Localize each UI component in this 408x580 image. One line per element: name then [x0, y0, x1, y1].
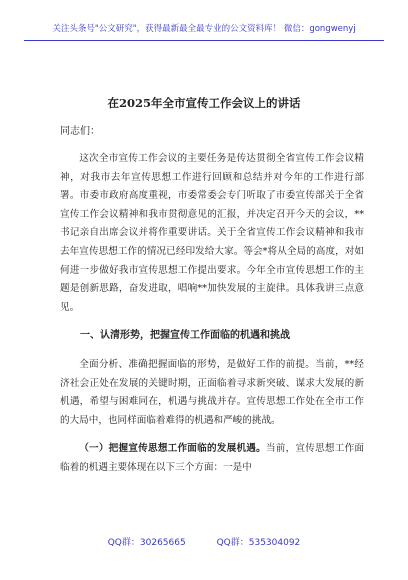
header-banner: 关注头条号"公文研究"，获得最新最全最专业的公文资料库！ 微信：gongwenyj [24, 22, 384, 41]
document-body [60, 150, 364, 478]
subsection-heading: （一）把握宣传思想工作面临的发展机遇。 [79, 443, 266, 455]
document-title: 在2025年全市宣传工作会议上的讲话 [107, 96, 301, 110]
subsection-paragraph [60, 440, 364, 477]
section-heading: 一、认清形势，把握宣传工作面临的机遇和挑战 [80, 330, 290, 342]
greeting: 同志们： [60, 126, 100, 137]
footer-qq1: QQ群：30265665 [107, 538, 186, 548]
intro-paragraph: 这次全市宣传工作会议的主要任务是传达贯彻全省宣传工作会议精神，对我市去年宣传思想工作进行回顾和总结并对今年的工作进行部署。市委市政府高度重视，市委常委会专门听取了市委宣传部关于全省宣传工作会议精神和我市贯彻意见的汇报，并决定召开今天的会议，**书记亲自出席会议并将作重要讲话。关于全省宣传工作会议精神和我市去年宣传思想工作的情况已经印发给大家。等会*将从全局的高度，对如何进一步做好我市宣传思想工作提出要求。今年全市宣传思想工作的主题是创新思路，奋发进取，唱响**加快发展的主旋律。具体我讲三点意见。 [60, 153, 364, 313]
footer [0, 535, 408, 548]
subsection-text: 当前，宣传思想工作面临着的机遇主要体现在以下三个方面：一是中 [60, 443, 365, 473]
footer-qq2: QQ群：535304092 [216, 538, 301, 548]
section-paragraph: 全面分析、准确把握面临的形势，是做好工作的前提。当前，**经济社会正处在发展的关键时期，正面临着寻求新突破、谋求大发展的新机遇，希望与困难同在，机遇与挑战并存。宣传思想工作处在全市工作的大局中，也同样面临着难得的机遇和严峻的挑战。 [60, 358, 364, 426]
